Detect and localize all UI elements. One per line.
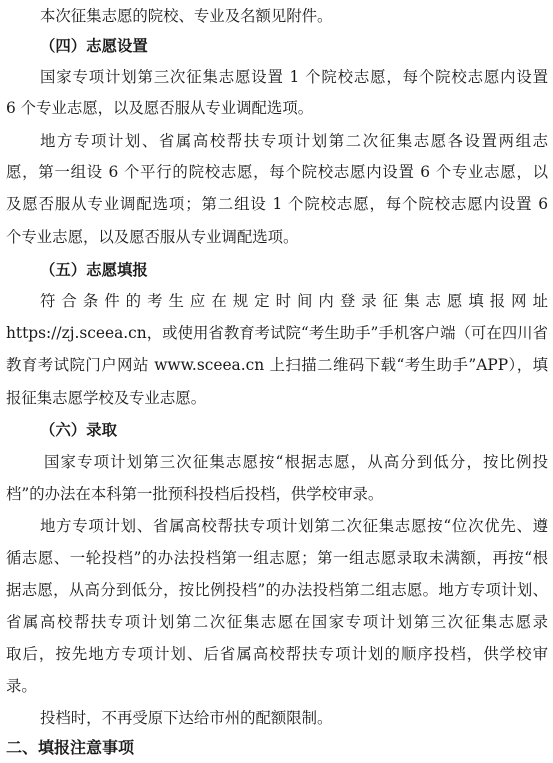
paragraph-line: 教育考试院门户网站 www.sceea.cn 上扫描二维码下载“考生助手”APP），填 [6,356,548,374]
section-heading-volunteer-setting: （四）志愿设置 [40,37,148,55]
paragraph-line: 录。 [6,677,37,695]
paragraph-line: 循志愿、一轮投档”的办法投档第一组志愿；第一组志愿录取未满额，再按“根 [6,549,548,567]
paragraph-line: 国家专项计划第三次征集志愿设置 1 个院校志愿，每个院校志愿内设置 [40,68,548,86]
paragraph-line: 6 个专业志愿，以及愿否服从专业调配选项。 [6,99,314,117]
paragraph-line: 省属高校帮扶专项计划第二次征集志愿在国家专项计划第三次征集志愿录 [6,613,548,631]
paragraph-line: 地方专项计划、省属高校帮扶专项计划第二次征集志愿按“位次优先、遵 [40,517,548,535]
paragraph-line: 本次征集志愿的院校、专业及名额见附件。 [40,7,333,25]
paragraph-line: 个专业志愿，以及愿否服从专业调配选项。 [6,228,299,246]
paragraph-line: 地方专项计划、省属高校帮扶专项计划第二次征集志愿各设置两组志 [40,132,548,150]
section-title-filling-notes: 二、填报注意事项 [6,738,135,757]
paragraph-line: 愿，第一组设 6 个平行的院校志愿，每个院校志愿内设置 6 个专业志愿，以 [6,163,548,181]
paragraph-line: 报征集志愿学校及专业志愿。 [6,389,207,407]
paragraph-line: 及愿否服从专业调配选项；第二组设 1 个院校志愿，每个院校志愿内设置 6 [6,195,548,213]
paragraph-line: https://zj.sceea.cn，或使用省教育考试院“考生助手”手机客户端（可在四川省 [6,324,548,342]
section-heading-volunteer-filling: （五）志愿填报 [40,261,148,279]
paragraph-line: 国家专项计划第三次征集志愿按“根据志愿，从高分到低分，按比例投 [44,453,548,471]
paragraph-line: 据志愿，从高分到低分，按比例投档”的办法投档第二组志愿。地方专项计划、 [6,581,548,599]
paragraph-line: 投档时，不再受原下达给市州的配额限制。 [40,709,333,727]
paragraph-line: 档”的办法在本科第一批预科投档后投档，供学校审录。 [6,485,384,503]
paragraph-line: 符合条件的考生应在规定时间内登录征集志愿填报网址 [40,292,548,310]
paragraph-line: 取后，按先地方专项计划、后省属高校帮扶专项计划的顺序投档，供学校审 [6,645,548,663]
section-heading-admission: （六）录取 [40,421,117,439]
